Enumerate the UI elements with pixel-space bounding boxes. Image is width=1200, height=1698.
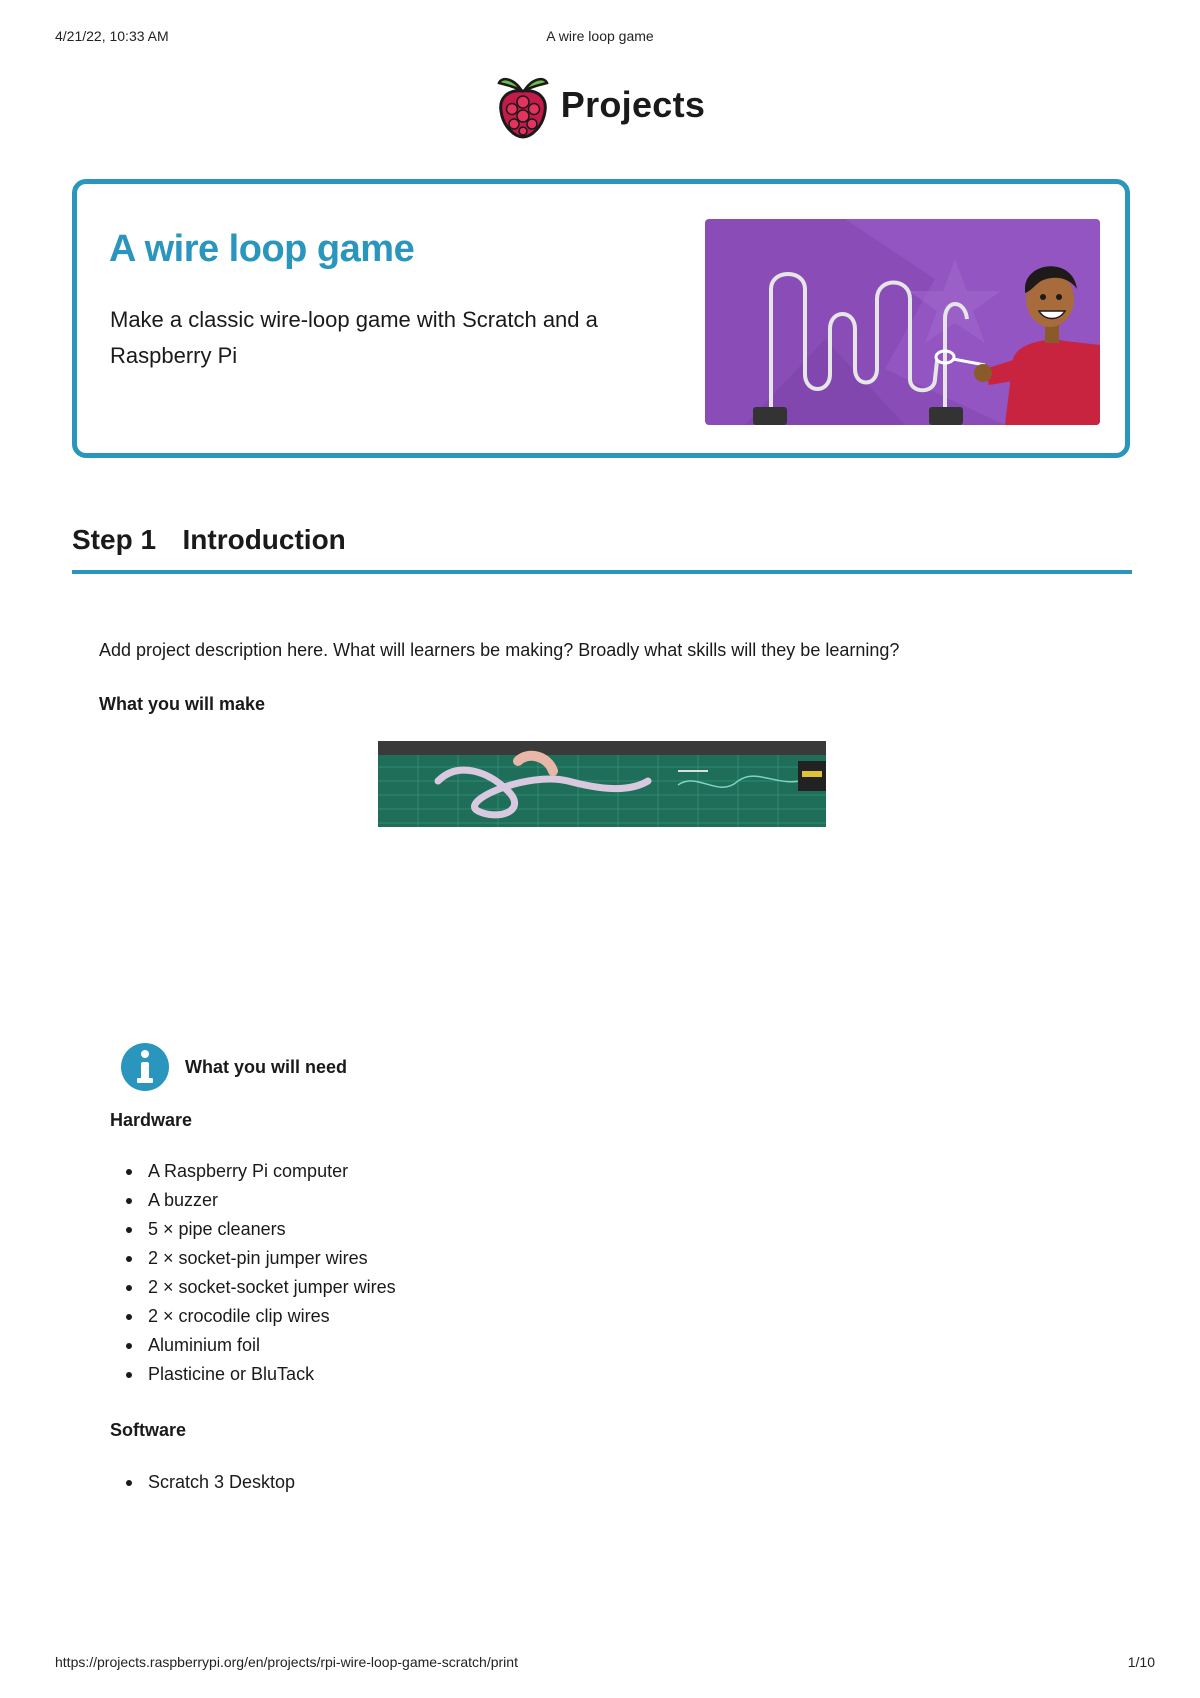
hero-illustration bbox=[705, 219, 1100, 425]
page-number: 1/10 bbox=[1127, 1654, 1155, 1670]
list-item: Aluminium foil bbox=[124, 1334, 396, 1363]
project-description: Make a classic wire-loop game with Scratch and a Raspberry Pi bbox=[110, 307, 598, 368]
print-title: A wire loop game bbox=[546, 28, 654, 44]
list-item: 2 × crocodile clip wires bbox=[124, 1305, 396, 1334]
print-url[interactable]: https://projects.raspberrypi.org/en/projects/rpi-wire-loop-game-scratch/print bbox=[55, 1654, 518, 1670]
project-title: A wire loop game bbox=[109, 228, 415, 270]
what-you-will-make-heading: What you will make bbox=[99, 694, 266, 714]
print-date: 4/21/22, 10:33 AM bbox=[55, 28, 169, 44]
software-list bbox=[124, 1471, 295, 1500]
list-item: 2 × socket-pin jumper wires bbox=[124, 1247, 396, 1276]
list-item: A Raspberry Pi computer bbox=[124, 1160, 396, 1189]
list-item: 5 × pipe cleaners bbox=[124, 1218, 396, 1247]
step-heading bbox=[72, 524, 1132, 556]
list-item: Scratch 3 Desktop bbox=[124, 1471, 295, 1500]
project-hero-card bbox=[72, 179, 1130, 458]
step-title: Introduction bbox=[182, 524, 346, 555]
wire-loop-demo-image[interactable] bbox=[378, 741, 826, 827]
list-item: 2 × socket-socket jumper wires bbox=[124, 1276, 396, 1305]
list-item: A buzzer bbox=[124, 1189, 396, 1218]
raspberry-pi-logo-icon bbox=[495, 71, 551, 139]
step-number: Step 1 bbox=[72, 524, 157, 555]
hardware-list bbox=[124, 1160, 396, 1392]
print-footer bbox=[0, 1654, 1200, 1674]
software-heading: Software bbox=[110, 1420, 187, 1440]
step-divider bbox=[72, 570, 1132, 574]
hardware-heading: Hardware bbox=[110, 1110, 193, 1130]
what-you-will-need-heading: What you will need bbox=[185, 1057, 348, 1077]
info-icon bbox=[120, 1042, 170, 1092]
print-header bbox=[0, 28, 1200, 48]
brand-header[interactable] bbox=[0, 70, 1200, 140]
list-item: Plasticine or BluTack bbox=[124, 1363, 396, 1392]
brand-text: Projects bbox=[560, 84, 706, 125]
intro-description: Add project description here. What will learners be making? Broadly what skills will they be learning? bbox=[99, 640, 900, 660]
